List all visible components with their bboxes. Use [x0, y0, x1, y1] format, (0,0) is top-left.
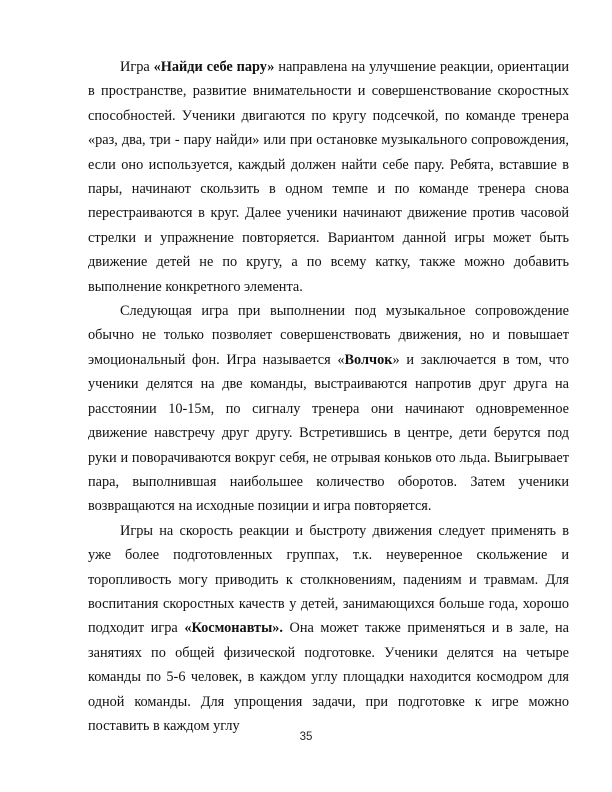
game-title-cosmonauts: «Космонавты». — [184, 620, 283, 637]
text-run: Игры на скорость реакции и быстроту движения следует применять в уже более подготовленных группах, т.к. неуверенное скольжение и торопливость могу приводить к столкновениям, падениям и травмам. Для воспитания скоростных качеств у детей, занимающихся больше года, хорошо подходит игра — [88, 522, 569, 637]
paragraph-find-pair-game — [88, 55, 569, 299]
text-run: Она может также применяться и в зале, на занятиях по общей физической подготовке. Ученики делятся на четыре команды по 5-6 человек, в каждом углу площадки находится космодром для одной команды. Для упрощения задачи, при подготовке к игре можно поставить в каждом углу — [88, 620, 569, 734]
page-number: 35 — [299, 731, 313, 743]
text-run: направлена на улучшение реакции, ориентации в пространстве, развитие внимательности и совершенствование скоростных способностей. Ученики двигаются по кругу подсечкой, по команде тренера «раз, два, три - пару найди» или при остановке музыкального сопровождения, если оно используется, каждый должен найти себе пару. Ребята, вставшие в пары, начинают скользить в одном темпе и по команде тренера снова перестраиваются в круг. Далее ученики начинают движение против часовой стрелки и упражнение повторяется. Вариантом данной игры может быть движение детей не по кругу, а по всему катку, также можно добавить выполнение конкретного элемента. — [88, 59, 570, 295]
text-run: Следующая игра при выполнении под музыкальное сопровождение обычно не только позволяет совершенствовать движения, но и повышает эмоциональный фон. Игра называется « — [88, 303, 569, 368]
text-run: Игра — [120, 59, 154, 75]
body-text — [88, 55, 569, 738]
game-title-find-pair: «Найди себе пару» — [153, 59, 275, 75]
paragraph-spinning-top-game — [88, 299, 569, 519]
game-title-spinning-top: Волчок — [344, 351, 393, 368]
paragraph-cosmonauts-game — [88, 519, 569, 739]
text-run: » и заключается в том, что ученики делятся на две команды, выстраиваются напротив друг друга на расстоянии 10-15м, по сигналу тренера они начинают одновременное движение навстречу друг другу. Встретившись в центре, дети берутся под руки и поворачиваются вокруг себя, не отрывая коньков ото льда. Выигрывает пара, выполнившая наибольшее количество оборотов. Затем ученики возвращаются на исходные позиции и игра повторяется. — [88, 351, 569, 515]
